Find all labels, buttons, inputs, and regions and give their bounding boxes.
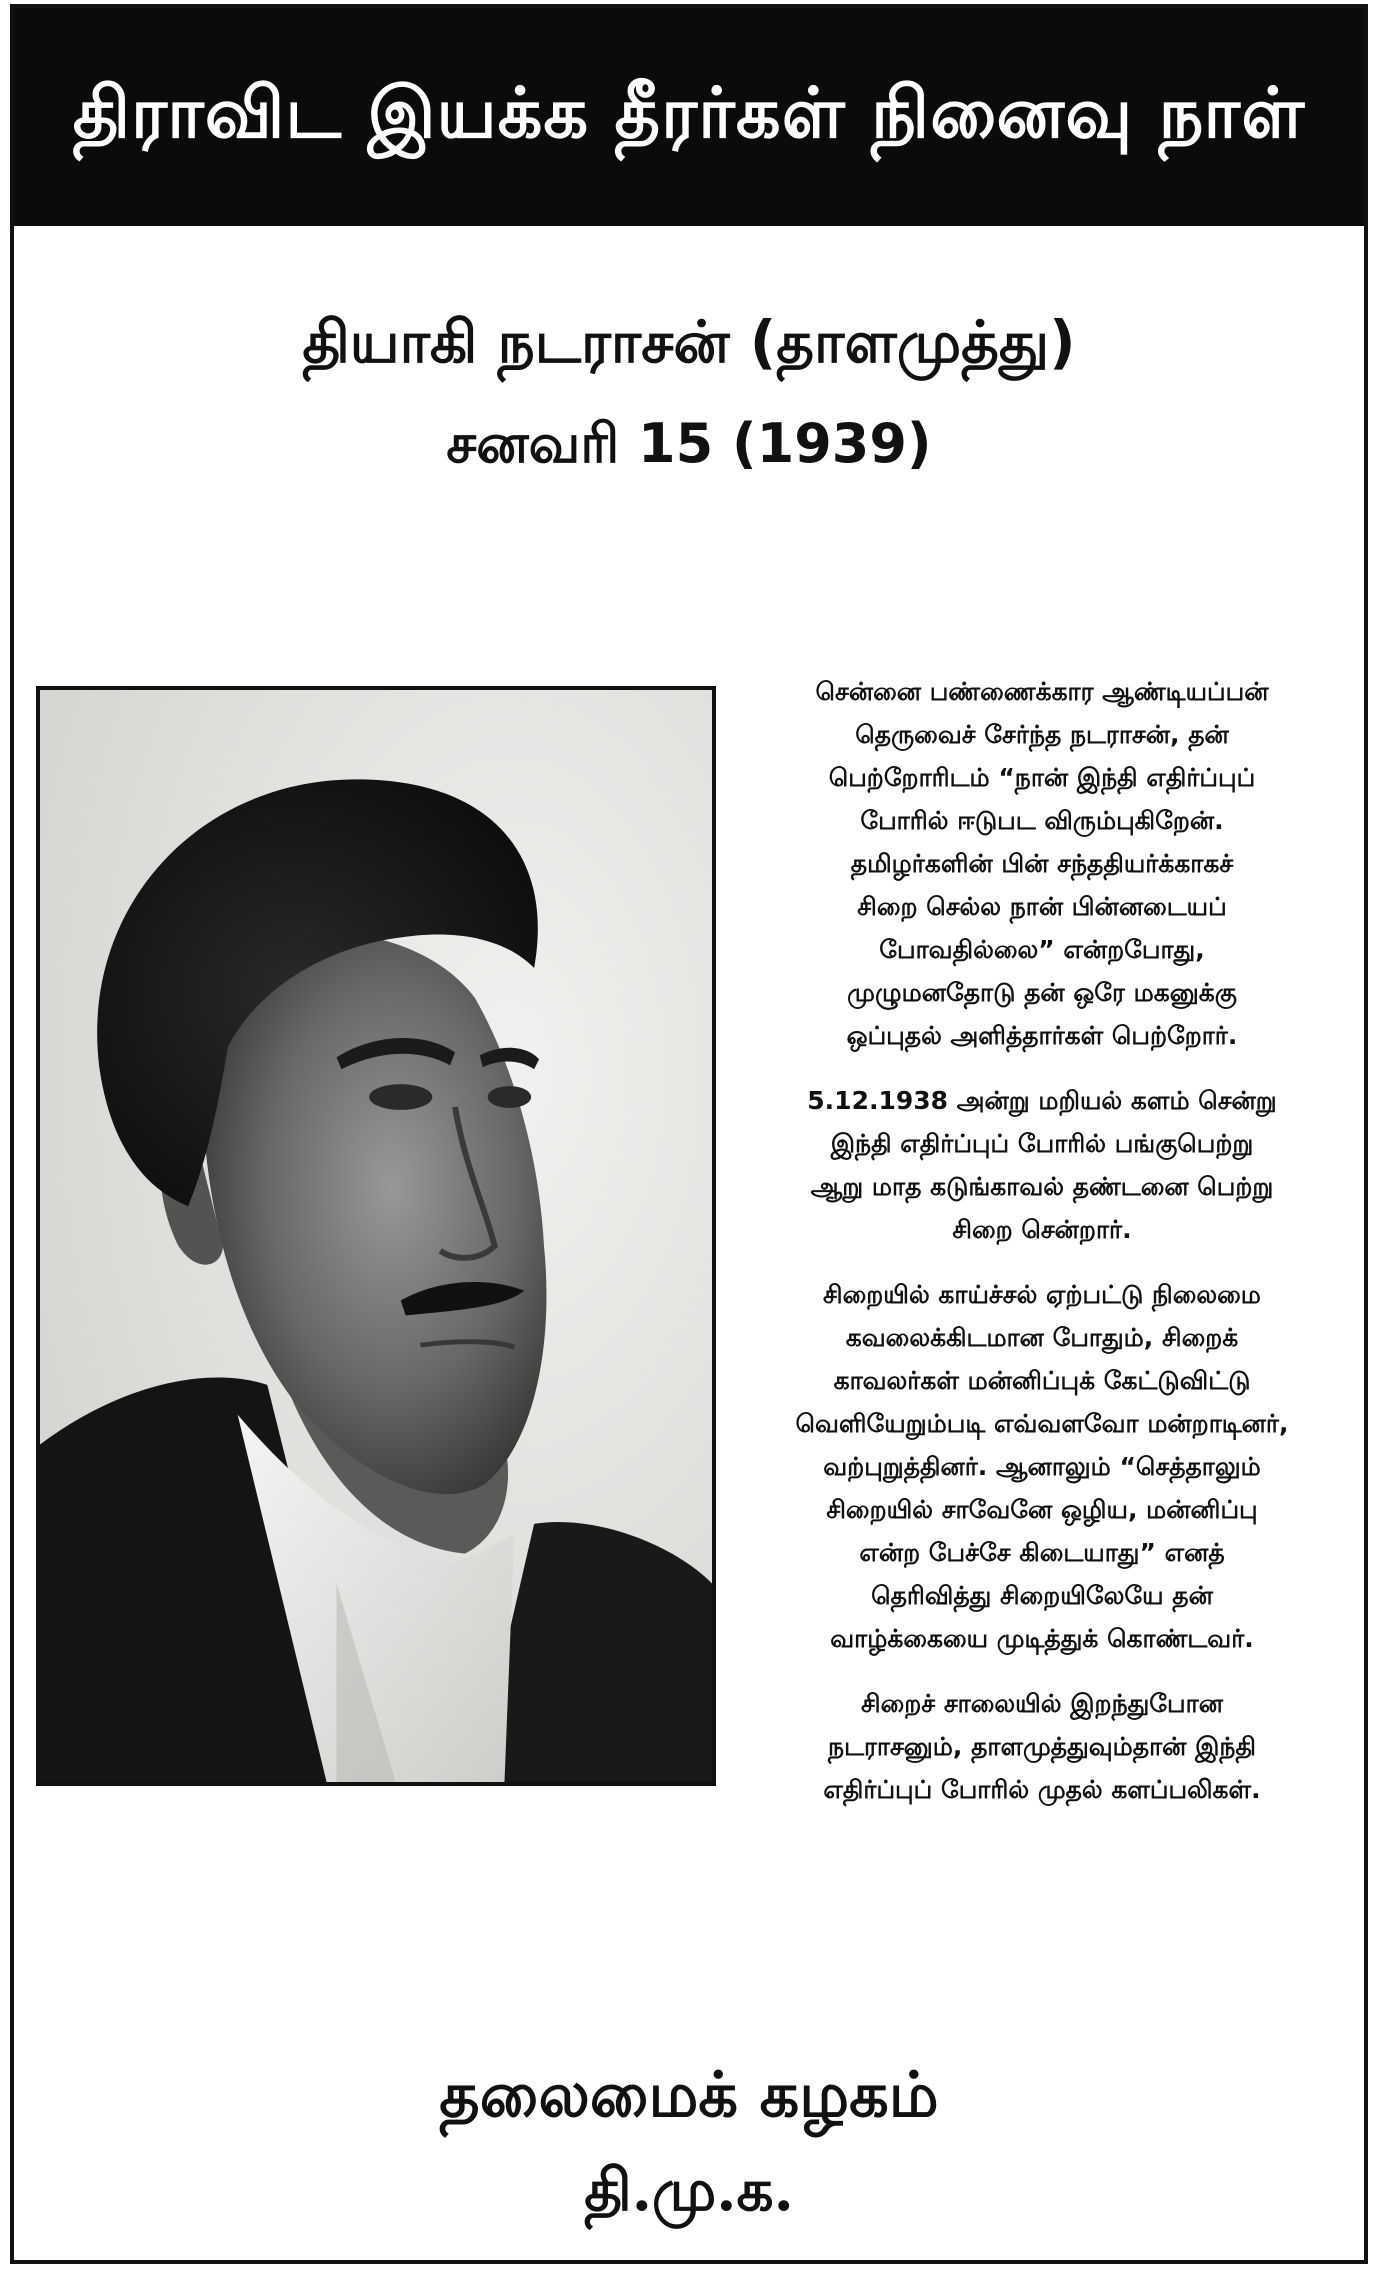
bio-paragraph <box>722 1273 1362 1660</box>
subject-date: சனவரி 15 (1939) <box>446 412 932 475</box>
bio-line: தமிழர்களின் பின் சந்ததியர்க்காகச் <box>850 849 1234 878</box>
bio-line: தெருவைச் சேர்ந்த நடராசன், தன் <box>855 720 1229 749</box>
bio-line: சிறையில் காய்ச்சல் ஏற்பட்டு நிலைமை <box>823 1280 1261 1309</box>
bio-line: சிறை சென்றார். <box>952 1215 1132 1244</box>
bio-paragraph <box>722 670 1362 1057</box>
bio-paragraph <box>722 1682 1362 1811</box>
bio-line: காவலர்கள் மன்னிப்புக் கேட்டுவிட்டு <box>833 1366 1251 1395</box>
bio-line: சிறை செல்ல நான் பின்னடையப் <box>857 892 1227 921</box>
bio-line: எதிர்ப்புப் போரில் முதல் களப்பலிகள். <box>823 1775 1261 1804</box>
subject-name: தியாகி நடராசன் (தாளமுத்து) <box>302 308 1076 376</box>
bio-line: வற்புறுத்தினர். ஆனாலும் “செத்தாலும் <box>823 1452 1261 1481</box>
bio-line: வாழ்க்கையை முடித்துக் கொண்டவர். <box>830 1624 1254 1653</box>
bio-line: சிறையில் சாவேனே ஒழிய, மன்னிப்பு <box>826 1495 1258 1524</box>
header-banner <box>14 8 1364 226</box>
bio-line: கவலைக்கிடமான போதும், சிறைக் <box>845 1323 1239 1352</box>
banner-title: திராவிட இயக்க தீரர்கள் நினைவு நாள் <box>72 71 1306 154</box>
footer-organization: தலைமைக் கழகம் <box>439 2058 939 2131</box>
bio-line: இந்தி எதிர்ப்புப் போரில் பங்குபெற்று <box>830 1129 1254 1158</box>
biography-text <box>722 670 1362 1833</box>
bio-line: பெற்றோரிடம் “நான் இந்தி எதிர்ப்புப் <box>828 763 1256 792</box>
bio-line: போவதில்லை” என்றபோது, <box>879 935 1205 964</box>
bio-line: என்ற பேச்சே கிடையாது” எனத் <box>859 1538 1225 1567</box>
bio-line: வெளியேறும்படி எவ்வளவோ மன்றாடினர், <box>795 1409 1289 1438</box>
bio-line: சிறைச் சாலையில் இறந்துபோன <box>861 1689 1223 1718</box>
bio-line: முழுமனதோடு தன் ஒரே மகனுக்கு <box>847 978 1237 1007</box>
bio-line: நடராசனும், தாளமுத்துவும்தான் இந்தி <box>828 1732 1256 1761</box>
bio-line: ஒப்புதல் அளித்தார்கள் பெற்றோர். <box>846 1021 1238 1050</box>
bio-line: தெரிவித்து சிறையிலேயே தன் <box>871 1581 1213 1610</box>
footer-party-name: தி.மு.க. <box>584 2156 794 2224</box>
bio-line: சென்னை பண்ணைக்கார ஆண்டியப்பன் <box>815 677 1269 706</box>
bio-line: போரில் ஈடுபட விரும்புகிறேன். <box>860 806 1224 835</box>
bio-line: 5.12.1938 அன்று மறியல் களம் சென்று <box>807 1086 1277 1115</box>
bio-line: ஆறு மாத கடுங்காவல் தண்டனை பெற்று <box>810 1172 1274 1201</box>
bio-paragraph <box>722 1079 1362 1251</box>
memorial-poster <box>10 4 1368 2264</box>
portrait-photo <box>36 686 716 1786</box>
portrait-illustration <box>40 690 712 1782</box>
